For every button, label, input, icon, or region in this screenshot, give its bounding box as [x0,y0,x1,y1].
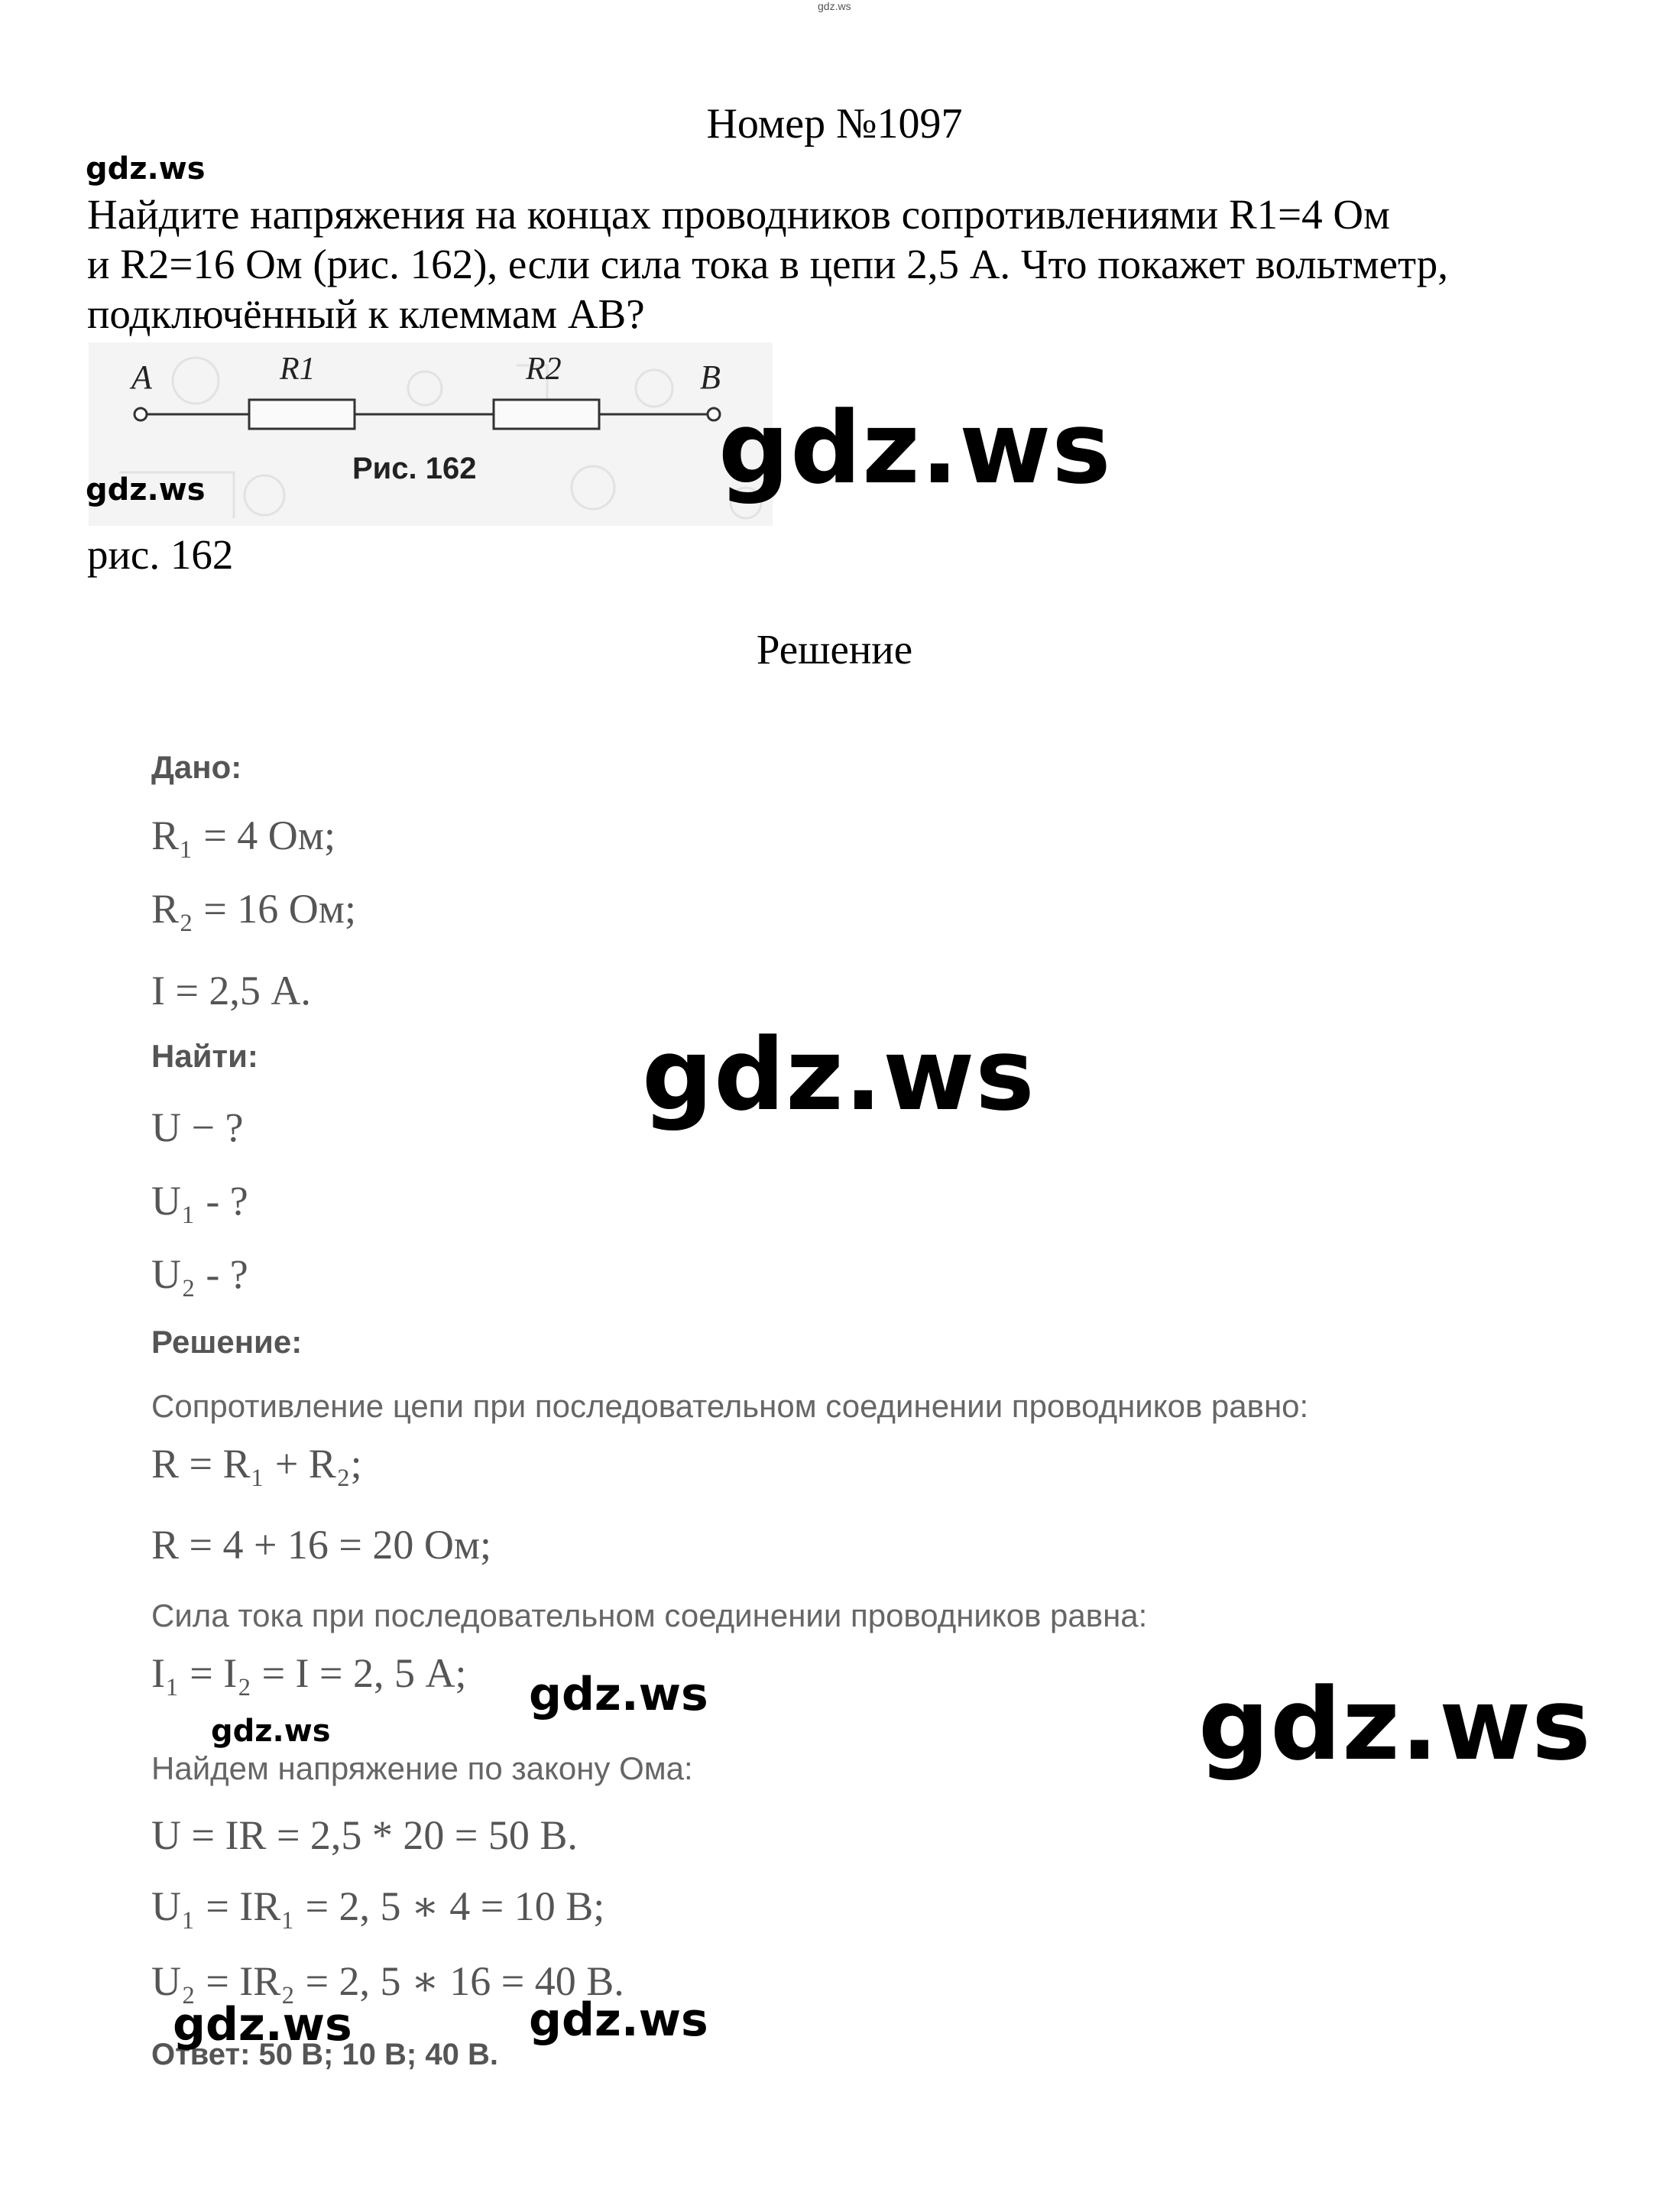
formula-voltage-u2: U₂ = IR₂ = 2, 5 ∗ 16 = 40 В. [151,1958,624,2004]
solution-text: Сопротивление цепи при последовательном соединении проводников равно: [151,1388,1309,1424]
solution-text: Найдем напряжение по закону Ома: [151,1750,693,1786]
watermark: gdz.ws [86,472,206,508]
terminal-a-label: A [131,358,152,396]
watermark: gdz.ws [529,1668,708,1721]
solution-subheader: Решение: [151,1324,303,1360]
watermark: gdz.ws [529,1993,708,2047]
find-u2: U₂ - ? [151,1251,248,1297]
solution-heading: Решение [756,626,913,673]
watermark: gdz.ws [86,151,206,186]
formula-voltage: U = IR = 2,5 * 20 = 50 В. [151,1812,578,1858]
formula-voltage-u1: U₁ = IR₁ = 2, 5 ∗ 4 = 10 В; [151,1883,605,1929]
given-r1: R₁ = 4 Ом; [151,812,335,858]
figure-caption-inner: Рис. 162 [352,452,477,485]
resistor-r1-label: R1 [280,352,316,387]
problem-statement [87,190,1608,339]
find-u: U − ? [151,1104,244,1150]
solution-text: Сила тока при последовательном соединении проводников равна: [151,1597,1148,1633]
problem-line: и R2=16 Ом (рис. 162), если сила тока в цепи 2,5 А. Что покажет вольтметр, [87,241,1448,287]
given-header: Дано: [151,749,242,785]
problem-line: подключённый к клеммам АВ? [87,290,645,337]
watermark: gdz.ws [173,1998,352,2051]
resistor-r2-label: R2 [526,352,562,387]
find-u1: U₁ - ? [151,1178,248,1224]
terminal-b-label: B [700,358,721,396]
page-title: Номер №1097 [706,100,963,148]
formula-resistance-value: R = 4 + 16 = 20 Ом; [151,1522,492,1568]
problem-line: Найдите напряжения на концах проводников сопротивлениями R1=4 Ом [87,191,1390,238]
formula-current: I₁ = I₂ = I = 2, 5 А; [151,1650,467,1696]
given-r2: R₂ = 16 Ом; [151,886,356,932]
formula-resistance: R = R₁ + R₂; [151,1441,362,1487]
figure-caption: рис. 162 [87,531,234,578]
watermark: gdz.ws [1198,1666,1592,1782]
top-watermark: gdz.ws [818,0,851,12]
watermark: gdz.ws [642,1017,1035,1133]
answer: Ответ: 50 В; 10 В; 40 В. [151,2038,498,2071]
find-header: Найти: [151,1038,258,1074]
watermark: gdz.ws [211,1714,331,1749]
given-current: I = 2,5 А. [151,968,311,1014]
watermark: gdz.ws [718,390,1112,506]
